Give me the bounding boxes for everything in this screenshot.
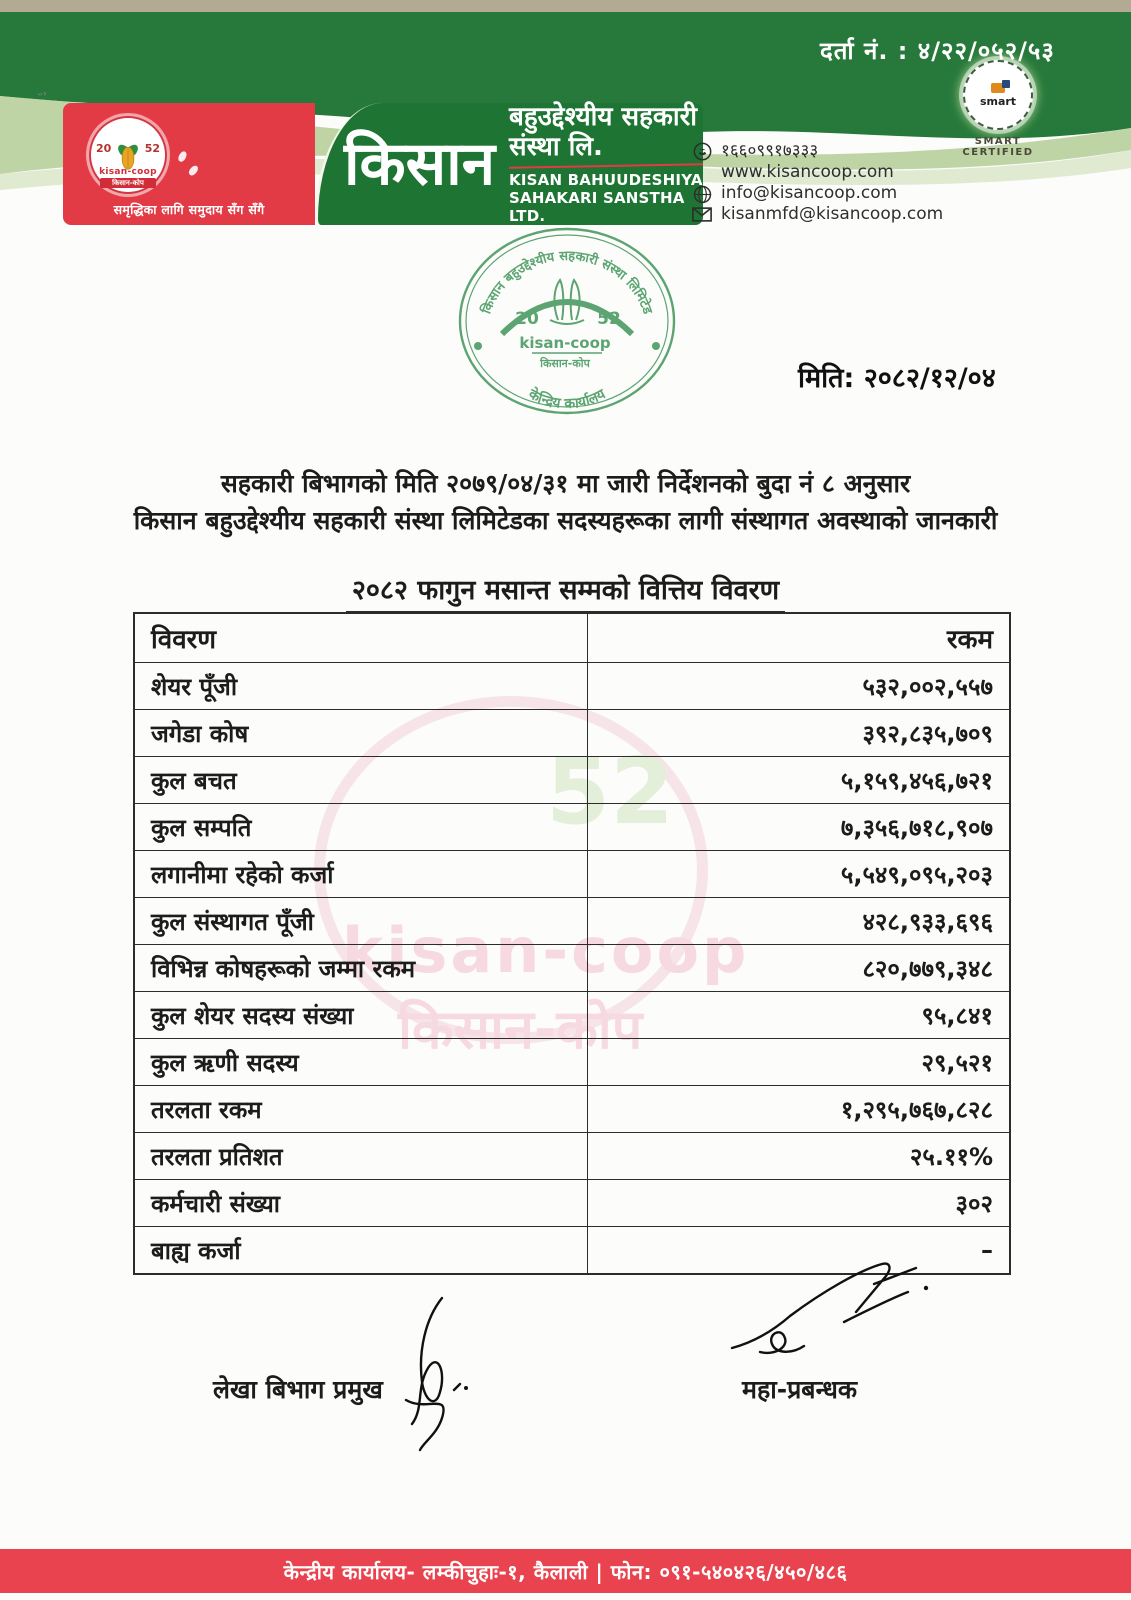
row-amount: ३९२,८३५,७०९: [587, 710, 1009, 756]
seal-year-left: 20: [515, 309, 539, 329]
header-cell-amount: रकम: [587, 614, 1009, 662]
official-seal: [452, 222, 682, 422]
watermark-year: 52: [546, 738, 675, 845]
table-row: [135, 1085, 1009, 1132]
seal-arc-bottom: केन्द्रिय कार्यालय: [525, 386, 609, 413]
row-amount: ३०२: [587, 1180, 1009, 1226]
stray-pen-mark: ᵕ˒: [36, 87, 49, 104]
envelope-icon: [692, 207, 712, 222]
logo-years: [89, 142, 167, 155]
row-label: शेयर पूँजी: [151, 672, 238, 701]
row-label: विभिन्न कोषहरूको जम्मा रकम: [151, 954, 416, 983]
table-title: २०८२ फागुन मसान्त सम्मको वित्तिय विवरण: [0, 570, 1131, 613]
row-amount: २५.११%: [587, 1133, 1009, 1179]
row-amount: २९,५२१: [587, 1039, 1009, 1085]
coop-logo: [89, 116, 167, 194]
header-cell-description: विवरण: [151, 625, 217, 655]
row-label: कुल संस्थागत पूँजी: [151, 907, 314, 936]
table-row: [135, 756, 1009, 803]
contact-web-row: [692, 162, 943, 204]
table-row: [135, 803, 1009, 850]
table-header-row: [135, 614, 1009, 662]
table-row: [135, 662, 1009, 709]
row-label: बाह्य कर्जा: [151, 1236, 241, 1265]
footer-address: केन्द्रीय कार्यालय- लम्कीचुहाः-१, कैलाली | फोन: ०९१-५४०४२६/४५०/४८६: [283, 1559, 848, 1584]
row-label: लगानीमा रहेको कर्जा: [151, 860, 334, 889]
row-label: कुल सम्पति: [151, 813, 252, 842]
seal-brand-nepali: किसान-कोप: [540, 357, 590, 370]
row-amount: ४२८,९३३,६९६: [587, 898, 1009, 944]
row-label: कुल शेयर सदस्य संख्या: [151, 1001, 354, 1030]
intro-line-2: किसान बहुउद्देश्यीय सहकारी संस्था लिमिटेडका सदस्यहरूका लागी संस्थागत अवस्थाको जानकारी: [133, 506, 998, 535]
contact-phone-row: [692, 141, 943, 162]
phone-number: १६६०९९१७३३३: [721, 141, 819, 161]
signature-left-title: लेखा बिभाग प्रमुख: [213, 1375, 383, 1404]
logo-year-left: 20: [96, 142, 112, 155]
row-label: कुल बचत: [151, 766, 237, 795]
table-row: [135, 1179, 1009, 1226]
registration-number: दर्ता नं. : ४/२२/०५२/५३: [820, 37, 1055, 65]
brand-banner-red-panel: [63, 103, 315, 225]
signature-right-title: महा-प्रबन्धक: [742, 1375, 858, 1404]
row-label: कर्मचारी संख्या: [151, 1189, 281, 1218]
table-row: [135, 991, 1009, 1038]
smart-badge-label: SMART CERTIFIED: [962, 136, 1034, 158]
seal-year-right: 52: [597, 309, 621, 329]
table-row: [135, 1038, 1009, 1085]
logo-year-right: 52: [144, 142, 160, 155]
signature-right: [726, 1258, 940, 1370]
brand-banner: [63, 103, 703, 225]
table-row: [135, 944, 1009, 991]
email-mfd: kisanmfd@kisancoop.com: [721, 204, 944, 224]
phone-icon: [692, 142, 712, 161]
contact-block: [692, 141, 943, 225]
table-row: [135, 709, 1009, 756]
financial-table: [133, 612, 1011, 1275]
row-amount: १,२९५,७६७,८२८: [587, 1086, 1009, 1132]
signature-left: [382, 1292, 492, 1452]
row-label: तरलता रकम: [151, 1095, 262, 1124]
row-amount: ९५,८४१: [587, 992, 1009, 1038]
smart-logo-icon: [991, 83, 1005, 93]
table-row: [135, 897, 1009, 944]
row-label: जगेडा कोष: [151, 719, 249, 748]
logo-brand-name: kisan-coop: [99, 167, 157, 177]
email-info: info@kisancoop.com: [721, 183, 898, 203]
org-title-english: KISAN BAHUUDESHIYA SAHAKARI SANSTHA LTD.: [509, 171, 703, 226]
row-amount: ५३२,००२,५५७: [587, 663, 1009, 709]
letter-date: मिति: २०८२/१२/०४: [798, 363, 996, 394]
watermark-brand-latin: kisan-coop: [342, 914, 750, 987]
row-amount: ५,५४९,०९५,२०३: [587, 851, 1009, 897]
row-amount: ७,३५६,७१८,९०७: [587, 804, 1009, 850]
row-label: कुल ऋणी सदस्य: [151, 1048, 299, 1077]
svg-text:किसान बहुउद्देश्यीय सहकारी संस: [478, 249, 655, 317]
table-row: [135, 850, 1009, 897]
row-amount: –: [587, 1227, 1009, 1273]
footer-band: [0, 1549, 1131, 1593]
org-subtitle-nepali: बहुउद्देश्यीय सहकारी संस्था लि.: [509, 101, 697, 162]
seal-brand-latin: kisan-coop: [519, 334, 611, 352]
row-amount: ५,१५९,४५६,७२१: [587, 757, 1009, 803]
row-label: तरलता प्रतिशत: [151, 1142, 283, 1171]
title-divider: [509, 164, 703, 169]
seal-arc-top: किसान बहुउद्देश्यीय सहकारी संस्था लिमिटेड: [479, 248, 655, 317]
logo-ribbon-nepali: किसान-कोप: [100, 178, 156, 188]
website-url: www.kisancoop.com: [721, 162, 894, 182]
logo-tagline: समृद्धिका लागि समुदाय सँग सँगै: [113, 202, 265, 217]
row-amount: ८२०,७७९,३४८: [587, 945, 1009, 991]
org-title-nepali-big: किसान: [344, 129, 496, 199]
smart-certified-badge: [946, 60, 1050, 158]
smart-badge-word: smart: [979, 94, 1017, 108]
contact-email-row: [692, 204, 943, 225]
table-row: [135, 1132, 1009, 1179]
globe-icon: [692, 185, 712, 204]
watermark-brand-nepali: किसान-कोप: [398, 998, 643, 1061]
intro-line-1: सहकारी बिभागको मिति २०७९/०४/३१ मा जारी निर्देशनको बुदा नं ८ अनुसार: [220, 469, 911, 498]
brand-banner-green-panel: [315, 103, 703, 225]
